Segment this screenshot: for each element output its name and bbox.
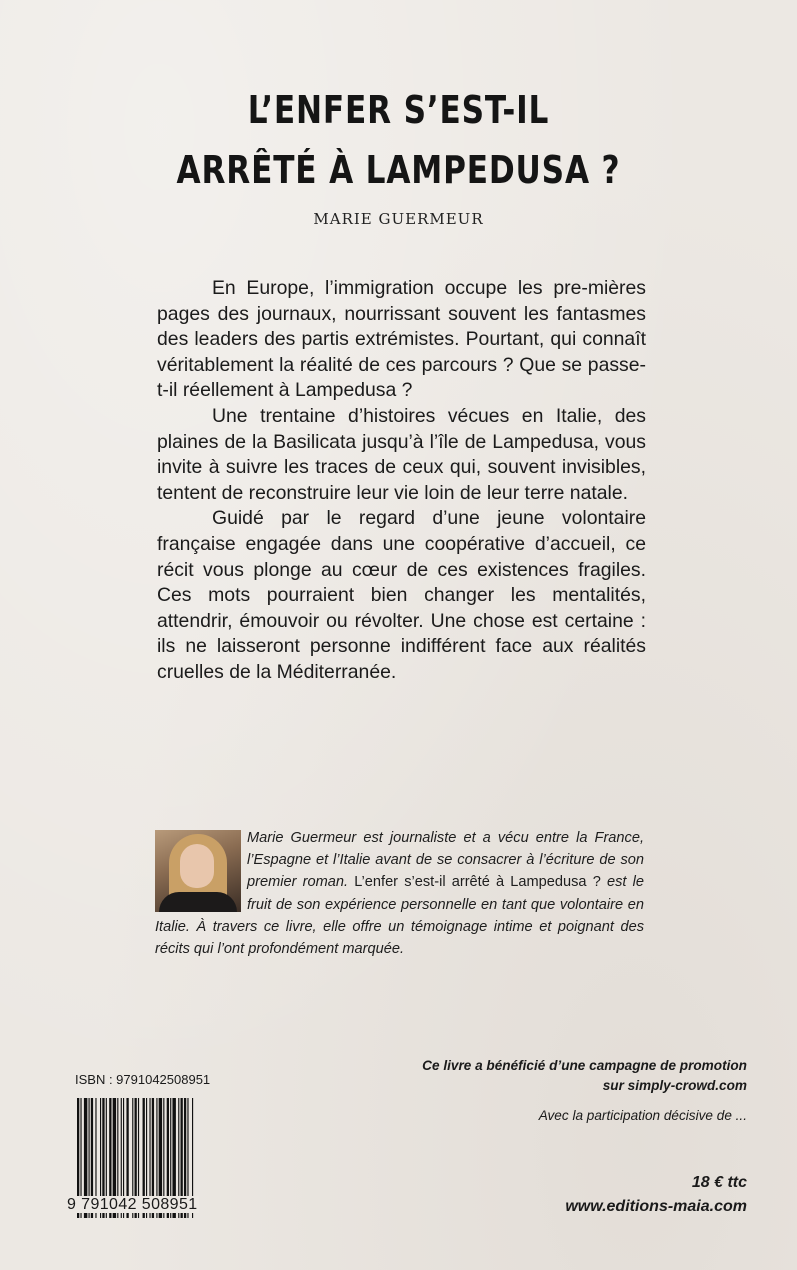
barcode-digits: 9 791042 508951 [67, 1196, 198, 1213]
publisher-website: www.editions-maia.com [565, 1198, 747, 1215]
promotion-line-2: sur simply-crowd.com [602, 1078, 747, 1093]
back-cover-blurb [157, 276, 646, 686]
book-title-line-2: ARRÊTÉ À LAMPEDUSA ? [176, 148, 621, 192]
participation-note: Avec la participation décisive de ... [538, 1108, 747, 1123]
promotion-notice [422, 1056, 747, 1096]
author-name: MARIE GUERMEUR [313, 210, 484, 228]
author-bio [155, 827, 644, 960]
blurb-paragraph-1: En Europe, l’immigration occupe les pre-mières pages des journaux, nourrissant souvent les fantasmes des leaders des partis extrémistes. Pourtant, qui connaît véritablement la réalité de ces parcours ? Que se passe-t-il réellement à Lampedusa ? [157, 277, 646, 402]
promotion-line-1: Ce livre a bénéficié d’une campagne de promotion [422, 1058, 747, 1073]
bio-text-part-2: est le fruit de son expérience personnelle en tant que volontaire en Italie. À travers ce livre, elle offre un témoignage intime et poignant des récits qui l’ont profondément marquée. [155, 874, 644, 958]
book-title-line-1: L’ENFER S’EST-IL [247, 88, 550, 132]
bio-text-part-1: Marie Guermeur est journaliste et a vécu entre la France, l’Espagne et l’Italie avant de se consacrer à l’écriture de son premier roman. [247, 830, 644, 891]
blurb-paragraph-3: Guidé par le regard d’une jeune volontaire française engagée dans une coopérative d’accueil, ce récit vous plonge au cœur de ces existences fragiles. Ces mots pourraient bien changer les mentalités, attendrir, émouvoir ou révolter. Une chose est certaine : ils ne laisseront personne indifférent face aux réalités cruelles de la Méditerranée. [157, 507, 646, 683]
bio-book-title: L’enfer s’est-il arrêté à Lampedusa ? [348, 874, 607, 891]
blurb-paragraph-2: Une trentaine d’histoires vécues en Italie, des plaines de la Basilicata jusqu’à l’île de Lampedusa, vous invite à suivre les traces de ceux qui, souvent invisibles, tentent de reconstruire leur vie loin de leur terre natale. [157, 404, 646, 504]
price: 18 € ttc [691, 1174, 747, 1191]
isbn-label: ISBN : 9791042508951 [75, 1072, 211, 1087]
